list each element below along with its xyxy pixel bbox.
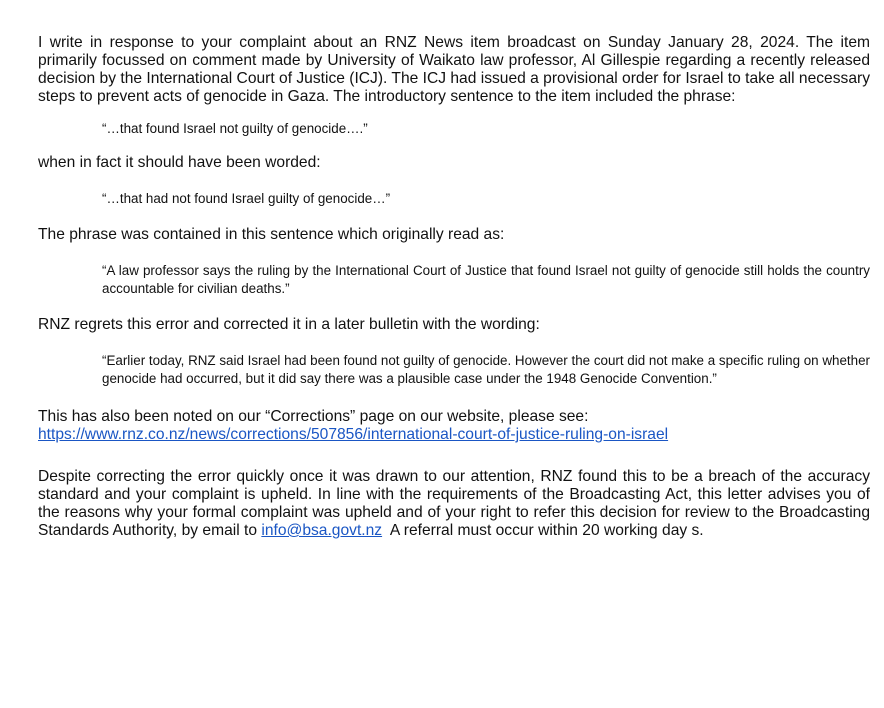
quote-corrected-phrase: “…that had not found Israel guilty of genocide…”: [102, 191, 391, 206]
bsa-email-link[interactable]: info@bsa.govt.nz: [261, 522, 383, 539]
letter-body: [38, 34, 870, 540]
quote-corrected-bulletin: “Earlier today, RNZ said Israel had been found not guilty of genocide. However the court did not make a specific ruling on whether genocide had occurred, but it did say there was a plausible case under the 1948 Genocide Convention.”: [102, 353, 870, 386]
regret-text: RNZ regrets this error and corrected it in a later bulletin with the wording:: [38, 316, 540, 333]
corrections-page-link[interactable]: https://www.rnz.co.nz/news/corrections/507856/international-court-of-justice-ruling-on-israel: [38, 426, 669, 443]
correction-intro-text: when in fact it should have been worded:: [38, 154, 321, 171]
quote-original-sentence: “A law professor says the ruling by the International Court of Justice that found Israel not guilty of genocide still holds the country accountable for civilian deaths.”: [102, 263, 870, 296]
corrections-paragraph: [38, 408, 870, 444]
closing-text: Despite correcting the error quickly once it was drawn to our attention, RNZ found this to be a breach of the accuracy standard and your complaint is upheld. In line with the requirements of the Broadcasting Act, this letter advises you of the reasons why your formal complaint was upheld and of your right to refer this decision for review to the Broadcasting Standards Authority, by email to: [38, 468, 870, 539]
quote-original-phrase: “…that found Israel not guilty of genocide….”: [102, 121, 368, 136]
intro-paragraph: I write in response to your complaint about an RNZ News item broadcast on Sunday January 28, 2024. The item primarily focussed on comment made by University of Waikato law professor, Al Gillespie regarding a recently released decision by the International Court of Justice (ICJ). The ICJ had issued a provisional order for Israel to take all necessary steps to prevent acts of genocide in Gaza. The introductory sentence to the item included the phrase:: [38, 34, 870, 105]
phrase-context-text: The phrase was contained in this sentence which originally read as:: [38, 226, 505, 243]
corrections-text: This has also been noted on our “Corrections” page on our website, please see:: [38, 408, 589, 425]
closing-tail-text: A referral must occur within 20 working day s.: [382, 522, 704, 539]
closing-paragraph: [38, 468, 870, 540]
